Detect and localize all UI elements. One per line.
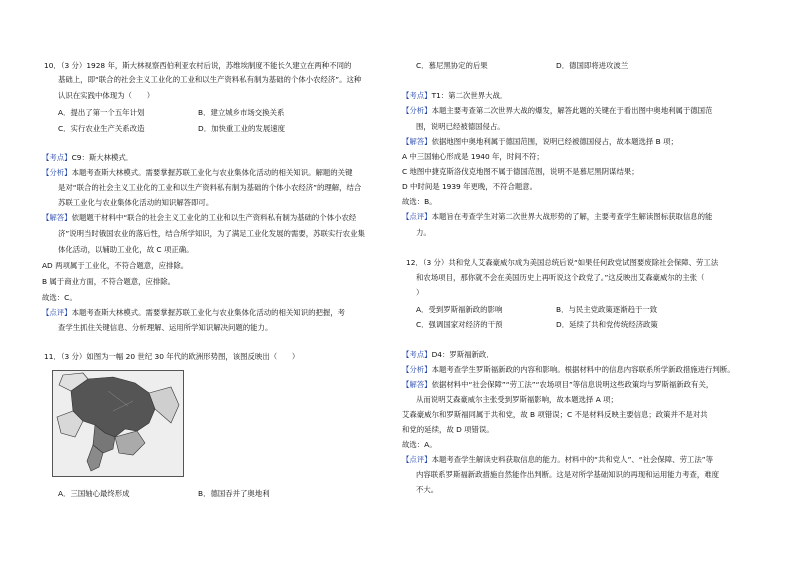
kaodian-text: T1：第二次世界大战． [431,91,508,100]
q12-stem-line1: 12．（3 分）共和党人艾森豪威尔成为美国总统后说“如果任何政党试图要废除社会保障、劳工法 [406,258,719,267]
dianping-text: 本题旨在考查学生对第二次世界大战形势的了解，主要考查学生解读图标获取信息的能 [431,212,713,221]
q12-kaodian [402,350,494,360]
q10-stem-line3: 认识在实践中体现为（ ） [58,91,155,100]
jieda-text: 依题题干材料中“联合的社会主义工业化的工业和以生产资料私有制为基础的个体小农经 [71,213,357,222]
q12-option-d: D．延续了共和党传统经济政策 [556,320,658,329]
europe-map-drawing [53,371,183,476]
kaodian-text: C9：斯大林模式． [71,153,134,162]
q10-option-b: B．建立城乡市场交换关系 [198,108,285,117]
dianping-text: 本题考查斯大林模式。需要掌握苏联工业化与农业集体化活动的相关知识的把握，考 [71,308,346,317]
q11-fenxi-line2: 围，说明已经被德国侵占。 [416,122,505,131]
q10-jieda-line5: B 属于商业方面，不符合题意，应排除。 [42,277,176,286]
q11-dianping-line2: 力。 [416,228,431,237]
dianping-text: 本题考查学生解读史料获取信息的能力。材料中的“共和党人”、“社会保障、劳工法”等 [431,455,713,464]
q10-jieda-line4: AD 两项属于工业化，不符合题意，应排除。 [42,261,189,270]
q11-jieda-line5: 故选：B。 [402,197,437,206]
q10-stem-line1: 10．（3 分）1928 年，斯大林视察西伯利亚农村后说，苏维埃制度不能长久建立在两种不同的 [44,61,352,70]
q11-jieda-line1 [402,137,678,147]
q12-jieda-line4: 和党的延续，故 D 项错误。 [402,425,494,434]
q12-jieda-line1 [402,380,713,390]
fenxi-tag: 【分析】 [402,106,432,115]
dianping-tag: 【点评】 [402,455,432,464]
fenxi-text: 本题主要考查第二次世界大战的爆发，解答此题的关键在于看出图中奥地利属于德国范 [431,106,713,115]
q10-dianping-line2: 查学生抓住关键信息、分析理解、运用所学知识解决问题的能力。 [58,323,273,332]
q12-dianping-line2: 内容联系罗斯福新政措施自然能作出判断。这是对所学基础知识的再现和运用能力考查，难度 [416,470,720,479]
jieda-text: 依据材料中“社会保障”“劳工法”“农场项目”等信息说明这些政策均与罗斯福新政有关， [431,380,714,389]
q12-dianping-line3: 不大。 [416,485,439,494]
q12-jieda-line2: 从而说明艾森豪威尔主张受到罗斯福影响，故本题选择 A 项； [416,395,618,404]
fenxi-text: 本题考查学生罗斯福新政的内容和影响。根据材料中的信息内容联系所学新政措施进行判断。 [431,365,735,374]
fenxi-text: 本题考查斯大林模式。需要掌握苏联工业化与农业集体化活动的相关知识。解题的关键 [71,168,353,177]
q10-kaodian [42,153,133,163]
jieda-text: 依据地图中奥地利属于德国范围，说明已经被德国侵占，故本题选择 B 项； [431,137,678,146]
q12-stem-line2: 和农场项目，那你就不会在美国历史上再听说这个政党了。”这反映出艾森豪威尔的主张（ [416,273,705,282]
q10-jieda-line3: 体化活动，以辅助工业化，故 C 项正确。 [58,245,194,254]
q12-jieda-line3: 艾森豪威尔和罗斯福同属于共和党，故 B 项错误；C 不是材料反映主要信息；政策并不是对共 [402,410,708,419]
europe-map-image [52,370,184,477]
q11-jieda-line2: A 中三国轴心形成是 1940 年，时间不符； [402,152,544,161]
q10-fenxi-line2: 是对“联合的社会主义工业化的工业和以生产资料私有制为基础的个体小农经济”的理解，结合 [58,183,362,192]
q11-dianping-line1 [402,212,712,222]
q11-option-a: A．三国轴心最终形成 [58,489,130,498]
q11-option-d: D．德国即将进攻波兰 [556,61,629,70]
q12-stem-line3: ） [416,288,424,297]
fenxi-tag: 【分析】 [42,168,72,177]
q10-jieda-line1 [42,213,356,223]
q11-kaodian [402,91,507,101]
q10-dianping-line1 [42,308,345,318]
q12-option-a: A．受到罗斯福新政的影响 [416,305,503,314]
q10-fenxi-line3: 苏联工业化与农业集体化活动的知识解答即可。 [58,198,214,207]
q12-option-b: B．与民主党政策逐渐趋于一致 [556,305,658,314]
kaodian-tag: 【考点】 [42,153,72,162]
fenxi-tag: 【分析】 [402,365,432,374]
dianping-tag: 【点评】 [402,212,432,221]
q10-fenxi-line1 [42,168,352,178]
q11-option-b: B．德国吞并了奥地利 [198,489,270,498]
q10-option-c: C．实行农业生产关系改造 [58,124,145,133]
kaodian-tag: 【考点】 [402,91,432,100]
kaodian-text: D4：罗斯福新政． [431,350,494,359]
q10-option-a: A．提出了第一个五年计划 [58,108,145,117]
q11-jieda-line3: C 地图中捷克斯洛伐克地图不属于德国范围，说明不是慕尼黑阴谋结果； [402,167,639,176]
dianping-tag: 【点评】 [42,308,72,317]
jieda-tag: 【解答】 [402,380,432,389]
q10-jieda-line6: 故选：C。 [42,293,77,302]
q11-jieda-line4: D 中时间是 1939 年更晚，不符合题意。 [402,182,538,191]
q11-fenxi-line1 [402,106,712,116]
q12-option-c: C．强调国家对经济的干预 [416,320,503,329]
q11-stem: 11．（3 分）如图为一幅 20 世纪 30 年代的欧洲形势图，该图反映出（ ） [44,352,300,361]
q10-jieda-line2: 济”说明当时俄国农业的落后性，结合所学知识，为了满足工业化发展的需要，苏联实行农业集 [58,229,365,238]
q11-option-c: C．慕尼黑协定的后果 [416,61,488,70]
q12-dianping-line1 [402,455,713,465]
jieda-tag: 【解答】 [42,213,72,222]
q12-jieda-line5: 故选：A。 [402,440,437,449]
jieda-tag: 【解答】 [402,137,432,146]
q12-fenxi-line1 [402,365,735,375]
q10-stem-line2: 基础上，即“联合的社会主义工业化的工业和以生产资料私有制为基础的个体小农经济”。这种 [58,75,362,84]
q10-option-d: D．加快重工业的发展速度 [198,124,285,133]
kaodian-tag: 【考点】 [402,350,432,359]
